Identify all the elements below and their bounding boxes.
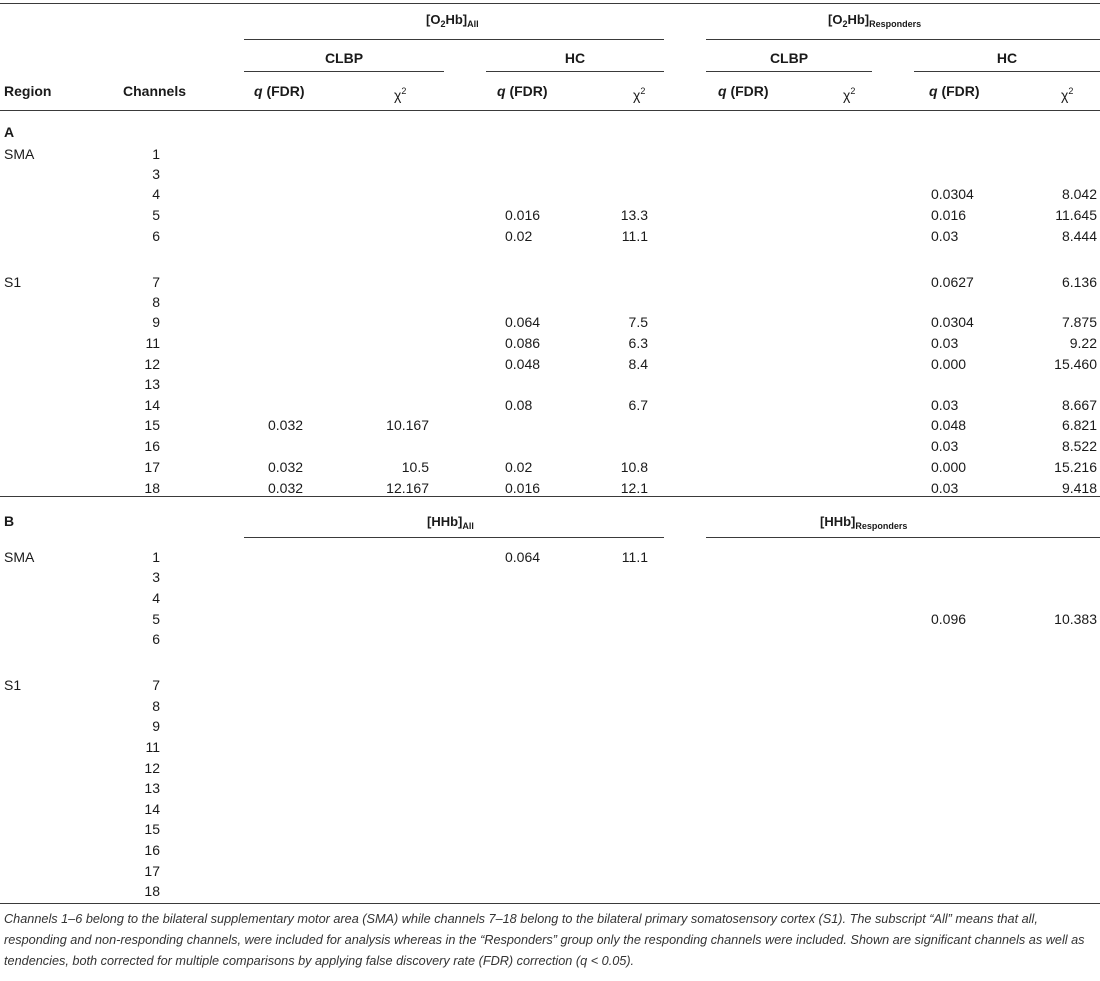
q-value-hc-all: 0.02 [505,459,533,475]
chi-value-clbp-all: 10.167 [386,417,429,433]
column-header-chi-clbp-all: $\chi^2$ [394,86,407,103]
channel-number: 7 [152,677,160,693]
region-label: SMA [4,549,35,565]
sub-rule-clbp-responders [706,71,872,72]
sub-rule-hc-all [486,71,664,72]
channel-number: 1 [152,549,160,565]
channel-number: 18 [144,883,160,899]
column-header-chi-hc-responders: $\chi^2$ [1061,86,1074,103]
q-value-hc-all: 0.086 [505,335,541,351]
channel-number: 4 [152,186,160,202]
section-b-label: B [4,513,15,529]
chi-value-hc-responders: 7.875 [1061,314,1097,330]
column-header-q-hc-responders: q (FDR) [929,83,980,99]
channel-number: 3 [152,569,160,585]
region-label: S1 [4,677,22,693]
chi-value-hc-all: 13.3 [620,207,648,223]
channel-number: 7 [152,274,160,290]
q-value-hc-responders: 0.03 [931,228,959,244]
channel-number: 8 [152,698,160,714]
chi-value-hc-responders: 6.821 [1061,417,1097,433]
channel-number: 16 [144,438,160,454]
q-value-clbp-all: 0.032 [268,459,304,475]
chi-value-hc-responders: 8.042 [1061,186,1097,202]
q-value-hc-responders: 0.000 [931,459,967,475]
sub-rule-clbp-all [244,71,444,72]
chi-value-hhb-all: 11.1 [621,549,648,565]
column-header-chi-hc-all: $\chi^2$ [633,86,646,103]
channel-number: 4 [152,590,160,606]
channel-number: 14 [144,397,160,413]
chi-value-hhb-responders: 10.383 [1054,611,1097,627]
q-value-hc-responders: 0.016 [931,207,967,223]
channel-number: 14 [144,801,160,817]
column-header-chi-clbp-responders: $\chi^2$ [843,86,856,103]
chi-value-hc-all: 7.5 [628,314,648,330]
section-divider-rule [0,496,1100,497]
subheader-hc-responders: HC [996,50,1018,66]
chi-value-hc-responders: 9.22 [1069,335,1097,351]
q-value-hc-responders: 0.0304 [931,314,974,330]
channel-number: 12 [144,356,160,372]
channel-number: 15 [144,417,160,433]
q-value-clbp-all: 0.032 [268,480,304,496]
channel-number: 12 [144,760,160,776]
channel-number: 11 [145,335,160,351]
q-value-hc-responders: 0.03 [931,438,959,454]
q-value-hhb-all: 0.064 [505,549,541,565]
hhb-rule-all [244,537,664,538]
channel-number: 3 [152,166,160,182]
header-bottom-rule [0,110,1100,111]
chi-value-hc-responders: 8.522 [1061,438,1097,454]
channel-number: 8 [152,294,160,310]
channel-number: 6 [152,228,160,244]
channel-number: 13 [144,376,160,392]
q-value-hc-responders: 0.0627 [931,274,974,290]
channel-number: 6 [152,631,160,647]
chi-value-clbp-all: 12.167 [386,480,429,496]
q-value-hc-responders: 0.048 [931,417,967,433]
chi-value-hc-responders: 11.645 [1055,207,1097,223]
q-value-hc-all: 0.02 [505,228,533,244]
q-value-hc-all: 0.064 [505,314,541,330]
q-value-hc-responders: 0.0304 [931,186,974,202]
q-value-hc-responders: 0.03 [931,480,959,496]
channel-number: 13 [144,780,160,796]
table-caption: Channels 1–6 belong to the bilateral supplementary motor area (SMA) while channels 7–18 belong to the bilateral primary somatosensory cortex (S1). The subscript “All” means that all, responding and non-responding channels, were included for analysis whereas in the “Responders” group only the responding channels were included. Shown are significant channels as well as tendencies, both corrected for multiple comparisons by applying false discovery rate (FDR) correction (q < 0.05). [4,912,1085,968]
q-value-hc-all: 0.08 [505,397,533,413]
region-label: S1 [4,274,22,290]
column-header-q-hc-all: q (FDR) [497,83,548,99]
group-rule-all [244,39,664,40]
channel-number: 18 [144,480,160,496]
channel-number: 11 [145,739,160,755]
chi-value-hc-all: 10.8 [620,459,648,475]
channel-number: 17 [144,459,160,475]
q-value-clbp-all: 0.032 [268,417,304,433]
channel-number: 9 [152,718,160,734]
q-value-hc-responders: 0.03 [931,397,959,413]
subheader-hc-all: HC [564,50,586,66]
column-header-channels: Channels [123,83,187,99]
q-value-hc-responders: 0.03 [931,335,959,351]
group-header-o2hb-responders: $[O_2Hb]_{Responders}$ [828,12,922,29]
subheader-clbp-responders: CLBP [769,50,809,66]
channel-number: 9 [152,314,160,330]
chi-value-hc-all: 8.4 [628,356,648,372]
chi-value-hc-responders: 6.136 [1061,274,1097,290]
hhb-rule-responders [706,537,1100,538]
q-value-hc-all: 0.016 [505,207,541,223]
subheader-clbp-all: CLBP [324,50,364,66]
chi-value-hc-responders: 15.460 [1054,356,1097,372]
group-header-hhb-responders: $[HHb]_{Responders}$ [820,514,908,531]
channel-number: 15 [144,821,160,837]
channel-number: 5 [152,611,160,627]
chi-value-hc-responders: 15.216 [1054,459,1097,475]
group-header-o2hb-all: $[O_2Hb]_{All}$ [426,12,479,29]
group-rule-responders [706,39,1100,40]
q-value-hc-all: 0.048 [505,356,541,372]
column-header-q-clbp-all: q (FDR) [254,83,305,99]
chi-value-hc-all: 12.1 [620,480,648,496]
channel-number: 5 [152,207,160,223]
chi-value-clbp-all: 10.5 [401,459,429,475]
region-label: SMA [4,146,35,162]
top-rule [0,3,1100,4]
chi-value-hc-responders: 8.667 [1061,397,1097,413]
chi-value-hc-all: 11.1 [621,228,648,244]
chi-value-hc-responders: 8.444 [1061,228,1097,244]
column-header-region: Region [4,83,52,99]
chi-value-hc-all: 6.7 [628,397,648,413]
section-a-label: A [4,124,15,140]
sub-rule-hc-responders [914,71,1100,72]
group-header-hhb-all: $[HHb]_{All}$ [427,514,474,531]
channel-number: 1 [152,146,160,162]
table-bottom-rule [0,903,1100,904]
q-value-hc-responders: 0.000 [931,356,967,372]
q-value-hhb-responders: 0.096 [931,611,967,627]
chi-value-hc-all: 6.3 [628,335,648,351]
channel-number: 17 [144,863,160,879]
column-header-q-clbp-responders: q (FDR) [718,83,769,99]
q-value-hc-all: 0.016 [505,480,541,496]
chi-value-hc-responders: 9.418 [1061,480,1097,496]
channel-number: 16 [144,842,160,858]
